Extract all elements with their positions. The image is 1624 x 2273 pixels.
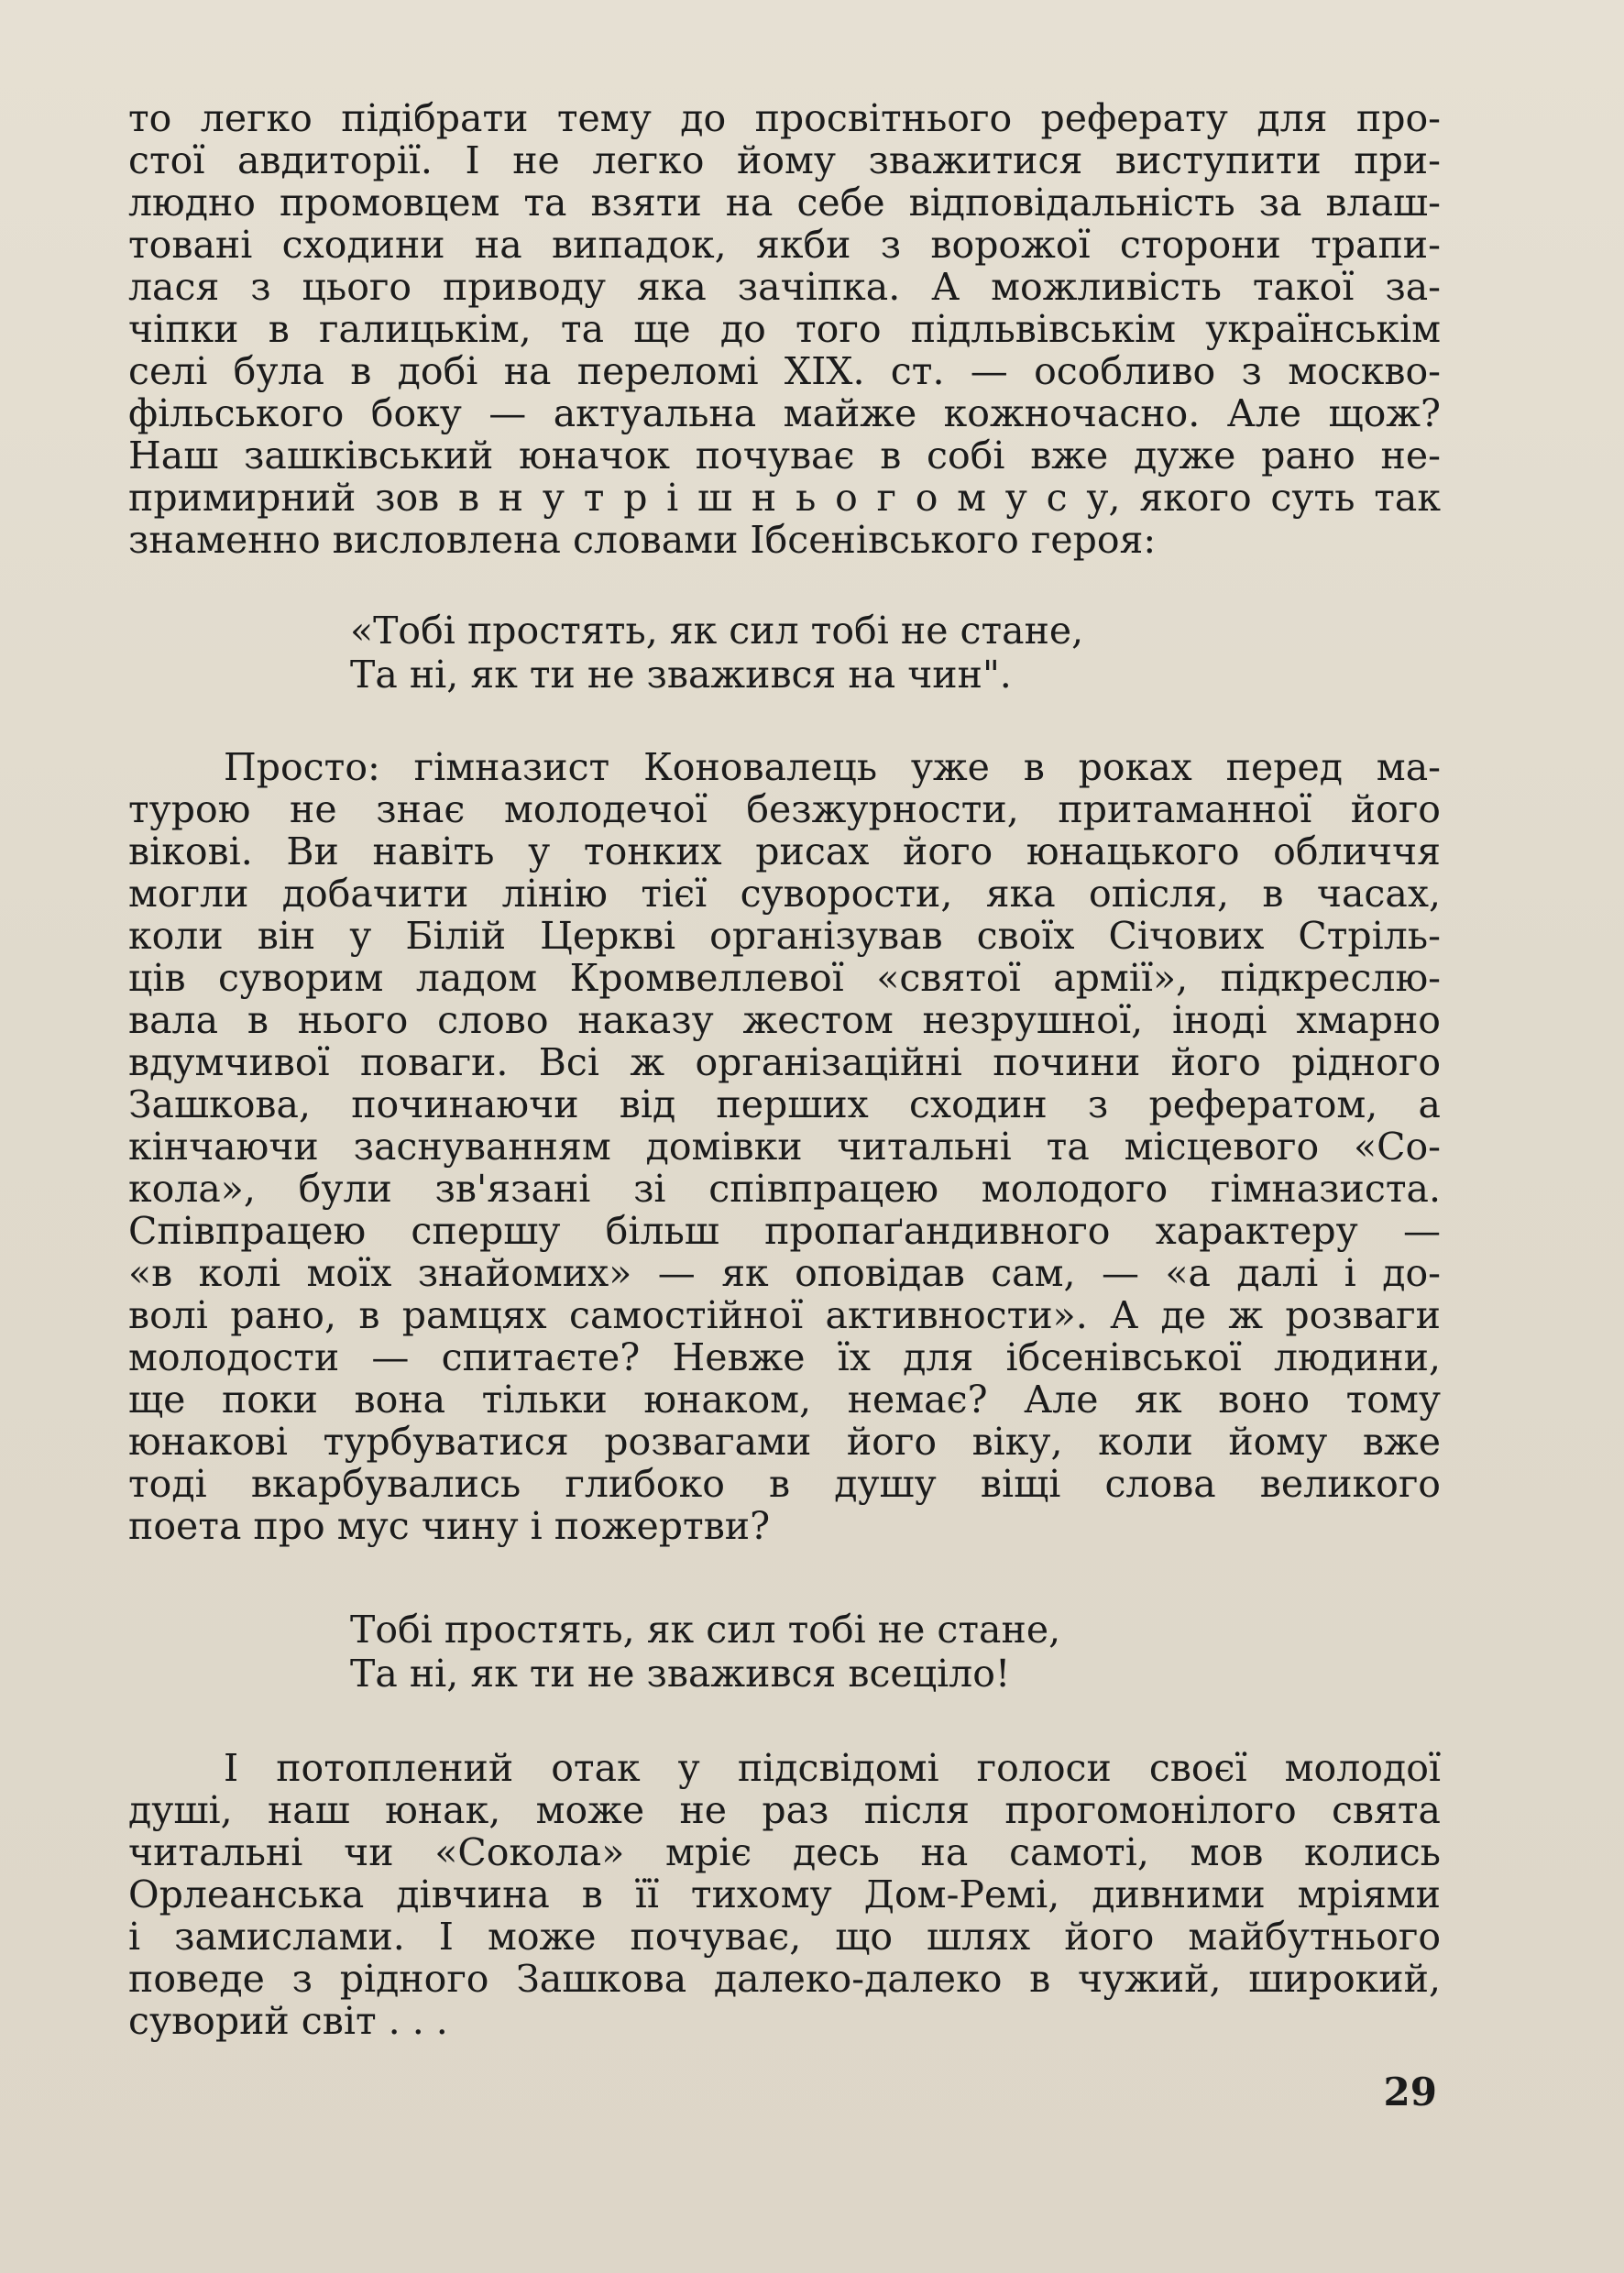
text-line: товані сходини на випадок, якби з ворожої сторони трапи- — [128, 223, 1441, 267]
text-line: юнакові турбуватися розвагами його віку, коли йому вже — [128, 1420, 1441, 1464]
verse-line: Та ні, як ти не зважився на чин". — [350, 653, 1012, 697]
text-line: лася з цього приводу яка зачіпка. А можливість такої за- — [128, 265, 1441, 309]
text-line: Зашкова, починаючи від перших сходин з рефератом, а — [128, 1082, 1441, 1126]
text-line: вала в нього слово наказу жестом незрушної, іноді хмарно — [128, 998, 1441, 1042]
text-line: Співпрацею спершу більш пропаґандивного характеру — — [128, 1209, 1441, 1253]
text-line: вікові. Ви навіть у тонких рисах його юнацького обличчя — [128, 829, 1441, 873]
text-line: турою не знає молодечої безжурности, притаманної його — [128, 787, 1441, 831]
text-line: фільського боку — актуальна майже кожночасно. Але щож? — [128, 391, 1441, 435]
text-line: примирний зов в н у т р і ш н ь о г о м у с у, якого суть так — [128, 476, 1441, 520]
text-line: поведе з рідного Зашкова далеко-далеко в чужий, широкий, — [128, 1957, 1441, 2001]
text-line: ще поки вона тільки юнаком, немає? Але як воно тому — [128, 1378, 1441, 1422]
text-line: чіпки в галицькім, та ще до того підльвівськім українськім — [128, 307, 1441, 351]
text-line: кола», були зв'язані зі співпрацею молодого гімназиста. — [128, 1167, 1441, 1211]
text-line: вдумчивої поваги. Всі ж організаційні почини його рідного — [128, 1040, 1441, 1084]
verse-line: Тобі простять, як сил тобі не стане, — [350, 1608, 1061, 1652]
text-line: Наш зашківський юначок почуває в собі вже дуже рано не- — [128, 434, 1441, 478]
verse-quote-1 — [350, 609, 1083, 697]
text-line: стої авдиторії. І не легко йому зважитися виступити при- — [128, 138, 1441, 182]
text-line: знаменно висловлена словами Ібсенівського героя: — [128, 518, 1157, 562]
text-line: могли добачити лінію тієї суворости, яка опісля, в часах, — [128, 872, 1441, 916]
text-line: поета про мус чину і пожертви? — [128, 1504, 771, 1548]
verse-line: Та ні, як ти не зважився всеціло! — [350, 1652, 1011, 1696]
page-number: 29 — [1383, 2070, 1437, 2114]
paragraph-2 — [128, 746, 1441, 1547]
text-line: ців суворим ладом Кромвеллевої «святої армії», підкреслю- — [128, 956, 1441, 1000]
text-line: то легко підібрати тему до просвітнього реферату для про- — [128, 96, 1441, 140]
text-line: читальні чи «Сокола» мріє десь на самоті, мов колись — [128, 1830, 1441, 1874]
paragraph-1 — [128, 97, 1441, 561]
text-line: молодости — спитаєте? Невже їх для ібсенівської людини, — [128, 1335, 1441, 1379]
paragraph-3 — [128, 1747, 1441, 2042]
text-line: «в колі моїх знайомих» — як оповідав сам, — «а далі і до- — [128, 1251, 1441, 1295]
verse-line: «Тобі простять, як сил тобі не стане, — [350, 609, 1084, 653]
text-line: Просто: гімназист Коновалець уже в роках перед ма- — [224, 745, 1441, 789]
text-line: Орлеанська дівчина в її тихому Дом-Ремі, дивними мріями — [128, 1872, 1441, 1916]
verse-quote-2 — [350, 1608, 1060, 1696]
text-line: коли він у Білій Церкві організував своїх Січових Стріль- — [128, 914, 1441, 958]
text-line: кінчаючи заснуванням домівки читальні та місцевого «Со- — [128, 1125, 1441, 1169]
text-line: І потоплений отак у підсвідомі голоси своєї молодої — [224, 1746, 1441, 1790]
text-line: людно промовцем та взяти на себе відповідальність за влаш- — [128, 181, 1441, 225]
text-line: суворий світ . . . — [128, 1999, 448, 2043]
text-line: тоді вкарбувались глибоко в душу віщі слова великого — [128, 1462, 1441, 1506]
text-line: селі була в добі на переломі XIX. ст. — особливо з москво- — [128, 349, 1441, 393]
text-line: душі, наш юнак, може не раз після прогомонілого свята — [128, 1788, 1441, 1832]
text-line: і замислами. І може почуває, що шлях його майбутнього — [128, 1915, 1441, 1959]
text-line: волі рано, в рамцях самостійної активности». А де ж розваги — [128, 1293, 1441, 1337]
